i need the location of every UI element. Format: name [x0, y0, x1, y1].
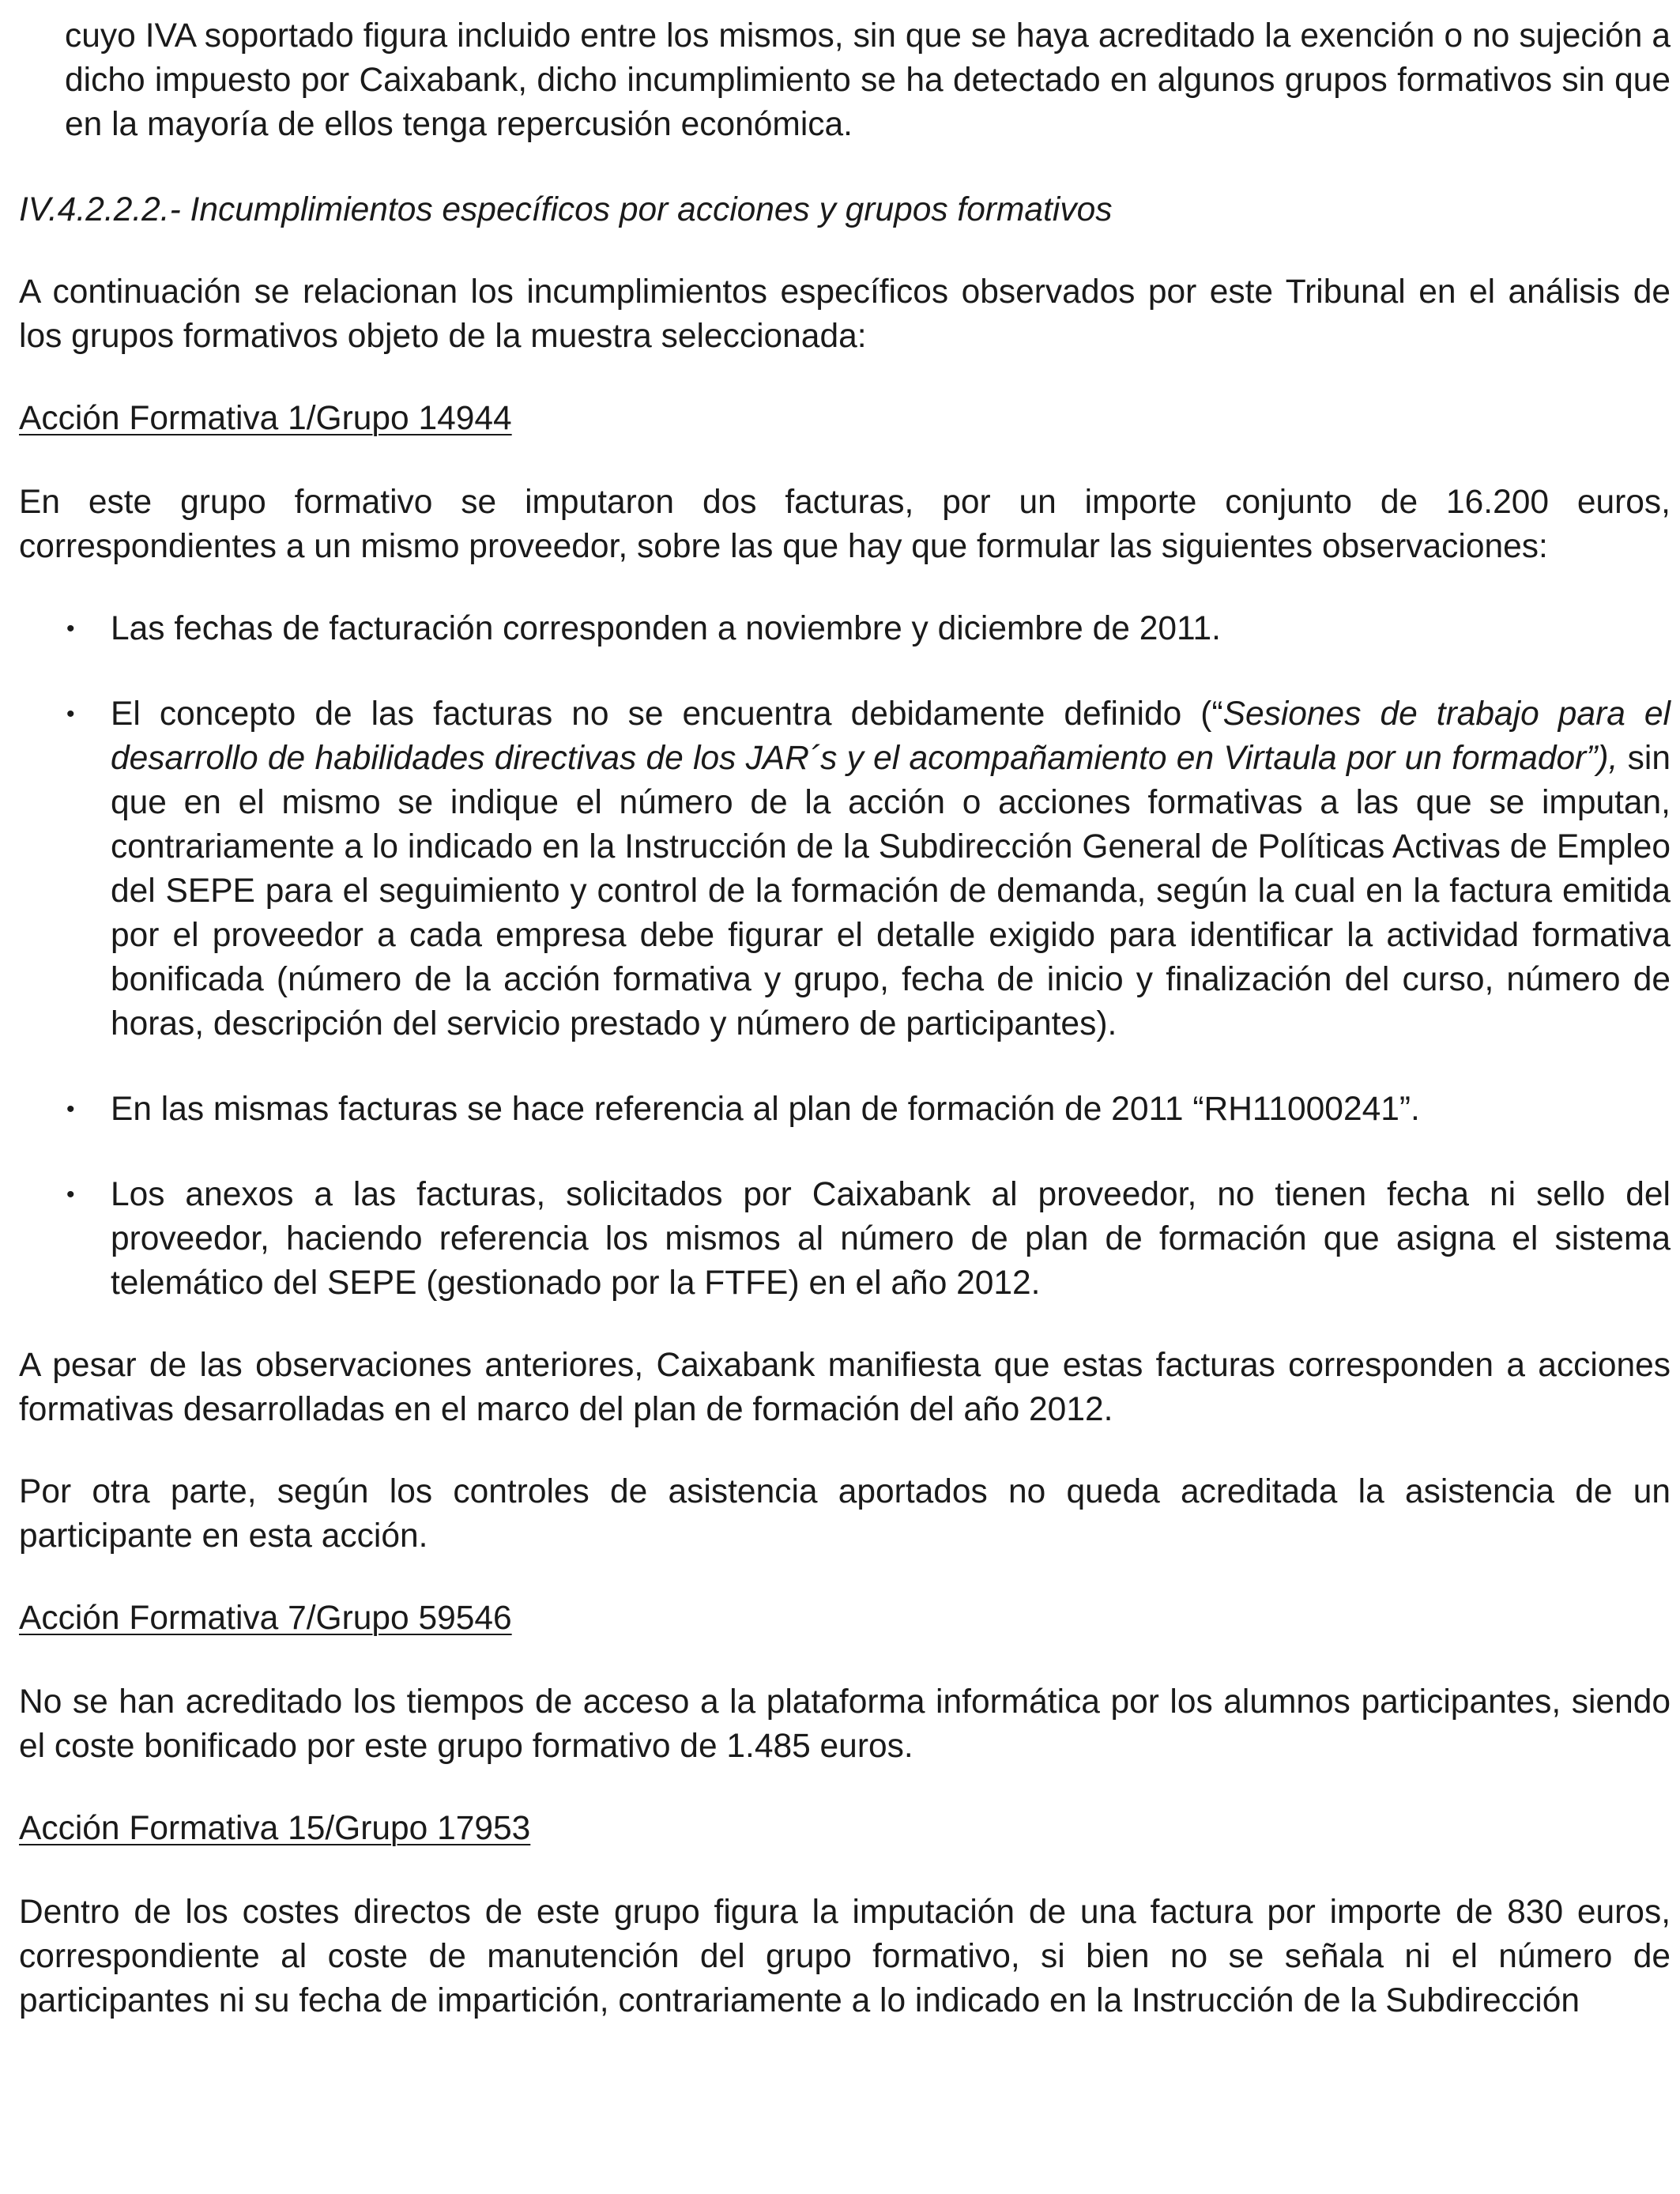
accion-1-observations-list [19, 607, 1671, 1306]
accion-7-title-text: Acción Formativa 7/Grupo 59546 [19, 1600, 512, 1637]
accion-7-paragraph: No se han acreditado los tiempos de acceso a la plataforma informática por los alumnos participantes, siendo el coste bonificado por este grupo formativo de 1.485 euros. [19, 1683, 1671, 1765]
bullet-text: En las mismas facturas se hace referencia al plan de formación de 2011 “RH11000241”. [111, 1091, 1420, 1128]
bullet-text-post: sin que en el mismo se indique el número de la acción o acciones formativas a las que se imputan, contrariamente a lo indicado en la Instrucción de la Subdirección General de Políticas Activas de Empleo del SEPE para el seguimiento y control de la formación de demanda, según la cual en la factura emitida por el proveedor a cada empresa debe figurar el detalle exigido para identificar la actividad formativa bonificada (número de la acción formativa y grupo, fecha de inicio y finalización del curso, número de horas, descripción del servicio prestado y número de participantes). [111, 740, 1671, 1042]
accion-1-title-text: Acción Formativa 1/Grupo 14944 [19, 400, 512, 437]
bullet-text: Los anexos a las facturas, solicitados por Caixabank al proveedor, no tienen fecha ni sello del proveedor, haciendo referencia los mismos al número de plan de formación que asigna el sistema telemático del SEPE (gestionado por la FTFE) en el año 2012. [111, 1176, 1671, 1302]
intro-paragraph: A continuación se relacionan los incumplimientos específicos observados por este Tribunal en el análisis de los grupos formativos objeto de la muestra seleccionada: [19, 273, 1671, 355]
accion-7-title [19, 1596, 1671, 1641]
accion-15-paragraph: Dentro de los costes directos de este grupo figura la imputación de una factura por importe de 830 euros, correspondiente al coste de manutención del grupo formativo, si bien no se señala ni el número de participantes ni su fecha de impartición, contrariamente a lo indicado en la Instrucción de la Subdirección [19, 1894, 1671, 2019]
bullet-icon: • [66, 1182, 75, 1208]
accion-1-conclusion: A pesar de las observaciones anteriores, Caixabank manifiesta que estas facturas corresponden a acciones formativas desarrolladas en el marco del plan de formación del año 2012. [19, 1347, 1671, 1428]
bullet-icon: • [66, 1096, 75, 1122]
continuation-paragraph: cuyo IVA soportado figura incluido entre los mismos, sin que se haya acreditado la exención o no sujeción a dicho impuesto por Caixabank, dicho incumplimiento se ha detectado en algunos grupos formativos sin que en la mayoría de ellos tenga repercusión económica. [65, 17, 1671, 143]
section-heading: IV.4.2.2.2.- Incumplimientos específicos por acciones y grupos formativos [19, 191, 1113, 228]
document-page [19, 14, 1671, 2023]
bullet-icon: • [66, 616, 75, 642]
list-item [19, 1173, 1671, 1306]
list-item [19, 692, 1671, 1046]
accion-1-title [19, 397, 1671, 441]
accion-15-title-text: Acción Formativa 15/Grupo 17953 [19, 1810, 531, 1847]
bullet-icon: • [66, 701, 75, 727]
accion-1-asistencia: Por otra parte, según los controles de asistencia aportados no queda acreditada la asistencia de un participante en esta acción. [19, 1473, 1671, 1555]
bullet-text-pre: El concepto de las facturas no se encuentra debidamente definido (“ [111, 696, 1223, 733]
accion-1-intro: En este grupo formativo se imputaron dos facturas, por un importe conjunto de 16.200 euros, correspondientes a un mismo proveedor, sobre las que hay que formular las siguientes observaciones: [19, 484, 1671, 565]
bullet-text: Las fechas de facturación corresponden a noviembre y diciembre de 2011. [111, 610, 1221, 647]
accion-15-title [19, 1807, 1671, 1851]
list-item [19, 607, 1671, 651]
bullet-text-quote: Sesiones de trabajo para el desarrollo de habilidades directivas de los JAR´s y el acompañamiento en Virtaula por un formador”), [111, 696, 1671, 777]
list-item [19, 1088, 1671, 1132]
